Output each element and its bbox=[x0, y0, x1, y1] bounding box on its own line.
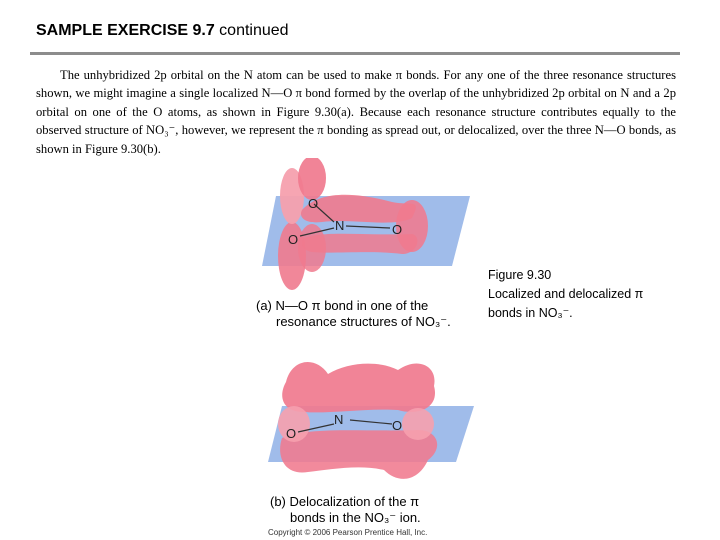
atom-o-left: O bbox=[288, 232, 299, 247]
body-paragraph: The unhybridized 2p orbital on the N atom can be used to make π bonds. For any one of the three resonance structures shown, we might imagine a single localized N—O π bond formed by the overlap of the unhybridized 2p orbital on N and a 2p orbital on one of the O atoms, as shown in Figure 9.30(a). Because each resonance structure contributes equally to the observed structure of NO₃⁻, however, we represent the π bonding as spread out, or delocalized, over the three N—O bonds, as shown in Figure 9.30(b). bbox=[36, 68, 676, 156]
panel-a-caption-line1: (a) N—O π bond in one of the bbox=[256, 298, 429, 313]
delocalized-lobe-right bbox=[402, 408, 434, 440]
atom-o-right: O bbox=[392, 222, 403, 237]
panel-a-caption-line2: resonance structures of NO₃⁻. bbox=[276, 314, 451, 329]
panel-b-caption bbox=[270, 494, 421, 526]
header-rule bbox=[30, 52, 680, 55]
figure-caption bbox=[488, 266, 643, 323]
exercise-continued: continued bbox=[214, 22, 289, 39]
atom-o-right-b: O bbox=[392, 418, 403, 433]
figure-caption-line2: Localized and delocalized π bbox=[488, 287, 644, 301]
panel-a-caption bbox=[256, 298, 451, 330]
figure-caption-line3: bonds in NO₃⁻. bbox=[488, 306, 573, 320]
pi-lobe-top bbox=[298, 158, 326, 200]
exercise-header bbox=[36, 22, 289, 40]
panel-b-caption-line1: (b) Delocalization of the π bbox=[270, 494, 420, 509]
body-text bbox=[36, 66, 676, 158]
atom-o-top: O bbox=[308, 196, 319, 211]
figure-panel-a bbox=[262, 158, 482, 294]
figure-number: Figure 9.30 bbox=[488, 268, 552, 282]
figure-panel-b bbox=[268, 352, 478, 492]
delocalized-lobe-upper bbox=[282, 362, 435, 412]
atom-n: N bbox=[335, 218, 345, 233]
copyright-notice: Copyright © 2006 Pearson Prentice Hall, Inc. bbox=[268, 528, 428, 537]
atom-o-left-b: O bbox=[286, 426, 297, 441]
exercise-title: SAMPLE EXERCISE 9.7 bbox=[36, 22, 215, 39]
atom-n-b: N bbox=[334, 412, 344, 427]
panel-b-caption-line2: bonds in the NO₃⁻ ion. bbox=[290, 510, 421, 525]
